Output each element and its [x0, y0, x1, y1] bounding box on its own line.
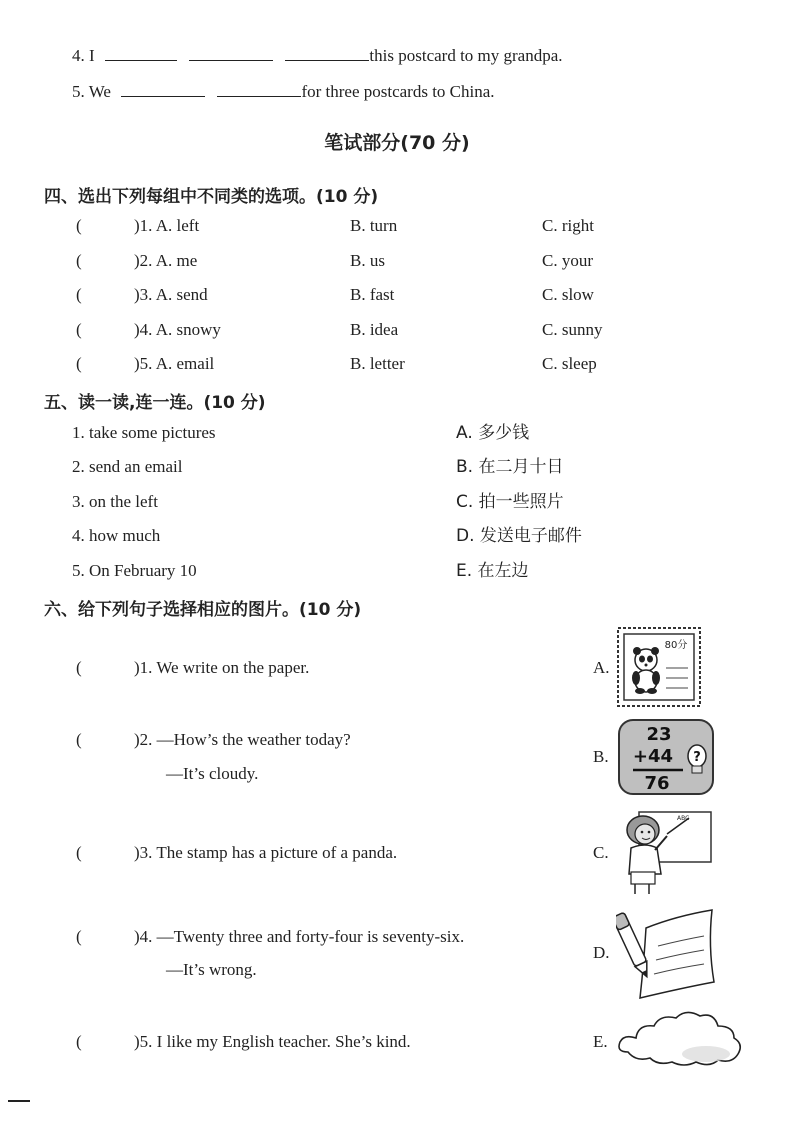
cloud-icon[interactable] [614, 1008, 746, 1070]
section6-item: ( )5. I like my English teacher. She’s kind. [76, 1032, 411, 1051]
section6-item-line2: —It’s cloudy. [166, 764, 259, 783]
option-c: C. right [542, 216, 594, 235]
teacher-icon[interactable] [617, 808, 713, 896]
answer-paren[interactable]: ( [76, 1032, 82, 1051]
sum-result: 76 [644, 773, 670, 794]
section6-item: ( )2. —How’s the weather today? [76, 730, 351, 749]
answer-paren[interactable]: ( [76, 730, 82, 749]
option-c: C. sleep [542, 354, 597, 373]
match-right-item[interactable]: C. 拍一些照片 [456, 492, 564, 512]
match-left-item[interactable]: 5. On February 10 [72, 561, 197, 580]
panda-stamp-icon[interactable] [616, 626, 702, 708]
section6-item: ( )3. The stamp has a picture of a panda. [76, 843, 398, 862]
match-left-item[interactable]: 3. on the left [72, 492, 158, 511]
match-right-item[interactable]: A. 多少钱 [456, 423, 530, 443]
picture-label: C. [593, 843, 609, 862]
section4-item: ( )4. A. snowy [76, 320, 221, 339]
board-text: ABC [677, 815, 690, 822]
math-sum-icon[interactable] [617, 718, 715, 796]
section4-item: ( )1. A. left [76, 216, 200, 235]
section6-heading: 六、给下列句子选择相应的图片。(10 分) [44, 600, 362, 620]
answer-paren[interactable]: ( [76, 285, 82, 304]
answer-paren[interactable]: ( [76, 843, 82, 862]
pen-paper-icon[interactable] [616, 906, 716, 1000]
match-left-item[interactable]: 1. take some pictures [72, 423, 216, 442]
answer-blank[interactable] [217, 80, 301, 97]
fill-in-5: 5. We for three postcards to China. [72, 82, 495, 101]
section5-heading: 五、读一读,连一连。(10 分) [44, 393, 266, 413]
match-left-item[interactable]: 2. send an email [72, 457, 183, 476]
section6-item: ( )4. —Twenty three and forty-four is seventy-six. [76, 927, 465, 946]
written-section-title: 笔试部分(70 分) [324, 132, 470, 154]
answer-paren[interactable]: ( [76, 251, 82, 270]
section6-item: ( )1. We write on the paper. [76, 658, 310, 677]
fill-in-4: 4. I this postcard to my grandpa. [72, 46, 563, 65]
answer-paren[interactable]: ( [76, 927, 82, 946]
picture-label: B. [593, 747, 609, 766]
picture-label: E. [593, 1032, 608, 1051]
answer-paren[interactable]: ( [76, 658, 82, 677]
answer-blank[interactable] [105, 44, 177, 61]
answer-blank[interactable] [189, 44, 273, 61]
match-right-item[interactable]: D. 发送电子邮件 [456, 526, 582, 546]
picture-label: D. [593, 943, 610, 962]
answer-blank[interactable] [121, 80, 205, 97]
option-c: C. slow [542, 285, 594, 304]
option-c: C. your [542, 251, 593, 270]
section6-item-line2: —It’s wrong. [166, 960, 257, 979]
question-mark: ? [693, 750, 701, 765]
option-b: B. fast [350, 285, 395, 304]
option-c: C. sunny [542, 320, 603, 339]
match-left-item[interactable]: 4. how much [72, 526, 161, 545]
option-b: B. turn [350, 216, 398, 235]
sum-number-2: +44 [632, 746, 674, 767]
option-b: B. letter [350, 354, 405, 373]
answer-paren[interactable]: ( [76, 320, 82, 339]
section4-heading: 四、选出下列每组中不同类的选项。(10 分) [44, 187, 379, 207]
section4-item: ( )5. A. email [76, 354, 215, 373]
answer-blank[interactable] [285, 44, 369, 61]
match-right-item[interactable]: E. 在左边 [456, 561, 529, 581]
picture-label: A. [593, 658, 610, 677]
option-b: B. idea [350, 320, 399, 339]
answer-paren[interactable]: ( [76, 354, 82, 373]
sum-number-1: 23 [646, 724, 672, 745]
answer-paren[interactable]: ( [76, 216, 82, 235]
stamp-value-text: 80分 [664, 640, 688, 651]
option-b: B. us [350, 251, 385, 270]
match-right-item[interactable]: B. 在二月十日 [456, 457, 564, 477]
section4-item: ( )2. A. me [76, 251, 198, 270]
section4-item: ( )3. A. send [76, 285, 208, 304]
page-edge-mark [8, 1100, 30, 1102]
